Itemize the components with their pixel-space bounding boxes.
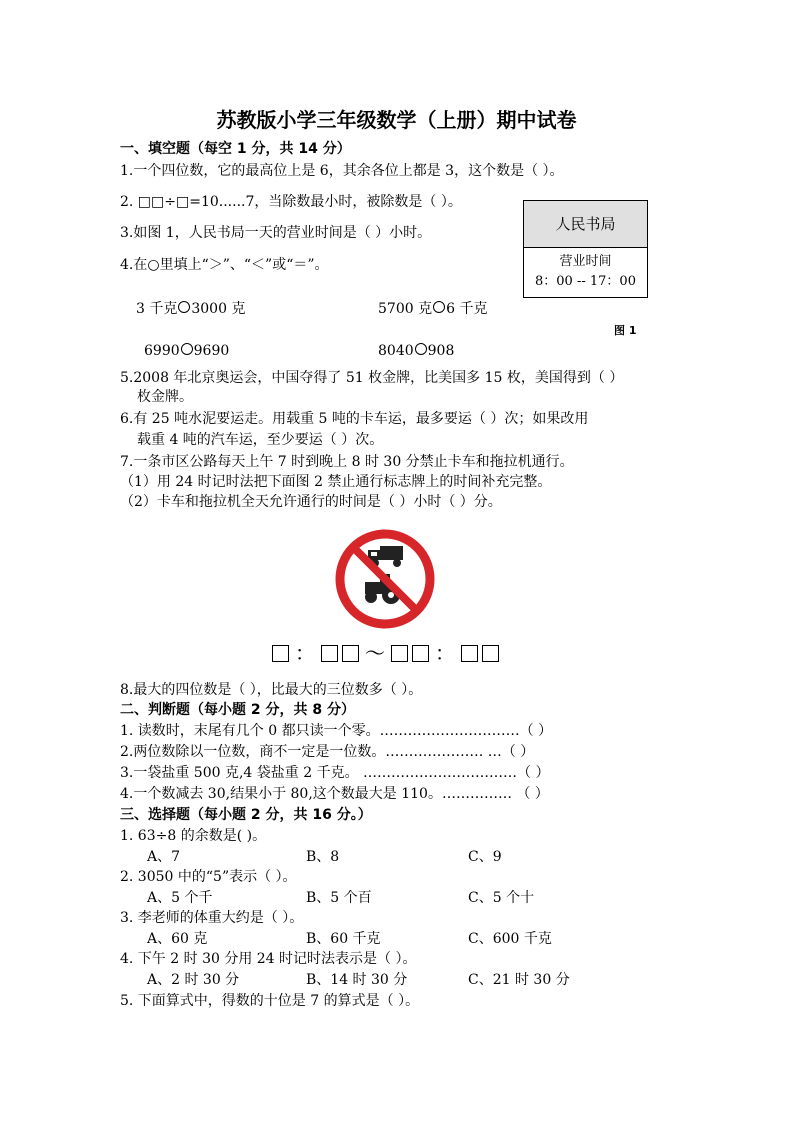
blank-box[interactable]: [272, 645, 289, 662]
compare-left: 6990: [144, 343, 180, 359]
store-name: 人民书局: [524, 201, 647, 248]
choice-q5-stem: 5. 下面算式中，得数的十位是 7 的算式是（ ）。: [120, 993, 420, 1009]
question-1-8: 8.最大的四位数是（ ），比最大的三位数多（ ）。: [120, 682, 423, 698]
compare-item-3: [144, 341, 229, 361]
figure-1-label: 图 1: [614, 324, 637, 337]
choice-q3-stem: 3. 李老师的体重大约是（ ）。: [120, 910, 304, 926]
choice-q2-option-c[interactable]: C、5 个十: [468, 890, 535, 906]
blank-box[interactable]: [342, 645, 359, 662]
question-1-5-line2: 枚金牌。: [137, 389, 193, 405]
compare-right: 908: [427, 343, 455, 359]
question-1-6-line2: 载重 4 吨的汽车运，至少要运（ ）次。: [137, 432, 384, 448]
question-1-4: 4.在○里填上“＞”、“＜”或“＝”。: [120, 257, 329, 273]
judge-item-4: 4.一个数减去 30,结果小于 80,这个数最大是 110。…………… （ ）: [120, 786, 549, 802]
colon: ：: [295, 641, 315, 665]
compare-item-1: [136, 299, 245, 319]
choice-q3-option-b[interactable]: B、60 千克: [306, 931, 381, 947]
question-1-7-line3: （2）卡车和拖拉机全天允许通行的时间是（ ）小时（ ）分。: [120, 494, 502, 510]
compare-right: 6 千克: [446, 301, 488, 317]
answer-circle[interactable]: [178, 301, 190, 313]
choice-q1-option-c[interactable]: C、9: [468, 849, 502, 865]
blank-box[interactable]: [391, 645, 408, 662]
judge-item-1: 1. 读数时，末尾有几个 0 都只读一个零。…………………………（ ）: [120, 723, 553, 739]
question-1-5-line1: 5.2008 年北京奥运会，中国夺得了 51 枚金牌，比美国多 15 枚，美国得到（ ）: [120, 370, 624, 386]
question-1-1: 1.一个四位数，它的最高位上是 6，其余各位上都是 3，这个数是（ ）。: [120, 163, 564, 179]
compare-left: 8040: [378, 343, 414, 359]
section-3-heading: 三、选择题（每小题 2 分，共 16 分。）: [120, 807, 372, 823]
blank-box[interactable]: [412, 645, 429, 662]
question-1-6-line1: 6.有 25 吨水泥要运走。用载重 5 吨的卡车运，最多要运（ ）次；如果改用: [120, 411, 589, 427]
compare-left: 3 千克: [136, 301, 178, 317]
store-hours-sign: [523, 200, 648, 298]
blank-box[interactable]: [321, 645, 338, 662]
choice-q4-option-a[interactable]: A、2 时 30 分: [147, 972, 240, 988]
blank-box[interactable]: [482, 645, 499, 662]
blank-box[interactable]: [461, 645, 478, 662]
choice-q1-option-a[interactable]: A、7: [147, 849, 181, 865]
colon: ：: [435, 641, 455, 665]
judge-item-3: 3.一袋盐重 500 克,4 袋盐重 2 千克。 ……………………………（ ）: [120, 765, 550, 781]
judge-item-2: 2.两位数除以一位数，商不一定是一位数。………………… …（ ）: [120, 744, 535, 760]
section-2-heading: 二、判断题（每小题 2 分，共 8 分）: [120, 702, 355, 718]
exam-title: 苏教版小学三年级数学（上册）期中试卷: [216, 108, 577, 132]
choice-q1-stem: 1. 63÷8 的余数是( )。: [120, 828, 267, 844]
choice-q3-option-a[interactable]: A、60 克: [147, 931, 208, 947]
choice-q1-option-b[interactable]: B、8: [306, 849, 340, 865]
store-hours: [524, 248, 647, 292]
choice-q4-stem: 4. 下午 2 时 30 分用 24 时记时法表示是（ ）。: [120, 951, 417, 967]
answer-circle[interactable]: [415, 343, 427, 355]
time-fill-template: [270, 642, 501, 664]
question-1-7-line2: （1）用 24 时记时法把下面图 2 禁止通行标志牌上的时间补充完整。: [120, 474, 552, 490]
section-1-heading: 一、填空题（每空 1 分，共 14 分）: [120, 141, 351, 157]
hours-label: 营业时间: [559, 254, 612, 269]
question-1-7-line1: 7.一条市区公路每天上午 7 时到晚上 8 时 30 分禁止卡车和拖拉机通行。: [120, 454, 574, 470]
answer-circle[interactable]: [181, 343, 193, 355]
no-trucks-tractors-sign: [333, 527, 437, 631]
compare-right: 9690: [193, 343, 230, 359]
choice-q4-option-b[interactable]: B、14 时 30 分: [306, 972, 408, 988]
question-1-2: 2. □□÷□=10......7，当除数最小时，被除数是（ ）。: [120, 194, 462, 210]
choice-q2-option-a[interactable]: A、5 个千: [147, 890, 213, 906]
choice-q4-option-c[interactable]: C、21 时 30 分: [468, 972, 570, 988]
compare-item-2: [378, 299, 487, 319]
choice-q3-option-c[interactable]: C、600 千克: [468, 931, 552, 947]
choice-q2-stem: 2. 3050 中的“5”表示（ ）。: [120, 869, 297, 885]
question-1-3: 3.如图 1，人民书局一天的营业时间是（ ）小时。: [120, 225, 432, 241]
hours-value: 8：00 -- 17：00: [535, 274, 636, 289]
answer-circle[interactable]: [433, 301, 445, 313]
compare-item-4: [378, 341, 454, 361]
tilde: ～: [365, 641, 385, 665]
choice-q2-option-b[interactable]: B、5 个百: [306, 890, 372, 906]
compare-right: 3000 克: [191, 301, 246, 317]
compare-left: 5700 克: [378, 301, 433, 317]
